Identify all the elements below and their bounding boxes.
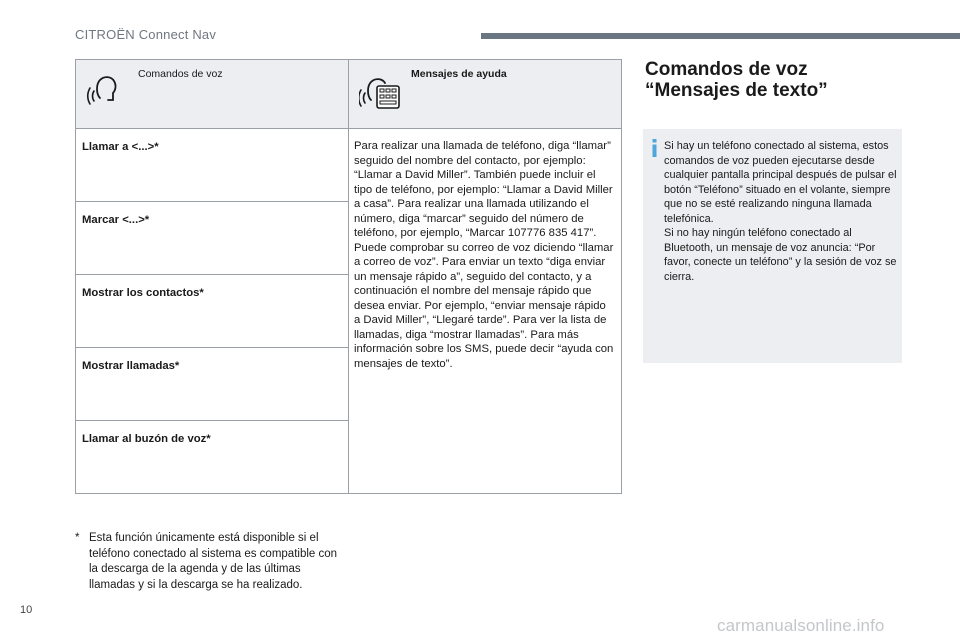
footnote [75,531,345,593]
table-header-row [76,60,622,129]
col2-header-label: Mensajes de ayuda [411,68,507,80]
help-message-text: Para realizar una llamada de teléfono, diga “llamar” seguido del nombre del contacto, por ejemplo: “Llamar a David Miller”. También puede incluir el tipo de teléfono, por ejemplo: “Llamar a David Miller a casa”. Para realizar una llamada utilizando el número, diga “marcar” seguido del número de teléfono, por ejemplo, “Marcar 107776 835 417”. Puede comprobar su correo de voz diciendo “llamar a correo de voz”. Para enviar un texto “diga enviar un mensaje rápido a”, seguido del contacto, y a continuación el nombre del mensaje rápido que desea enviar. Por ejemplo, “enviar mensaje rápido a David Miller”, “Llegaré tarde”. Para ver la lista de llamadas, diga “mostrar llamadas”. Para más información sobre los SMS, puede decir “ayuda con mensajes de texto”. [349,129,622,494]
table-row [76,129,622,202]
command-call: Llamar a <...>* [76,129,349,202]
table-header-help [349,60,622,129]
info-icon [651,139,659,157]
header-bar [481,33,960,39]
info-text [664,139,898,284]
section-title-line2: “Mensajes de texto” [645,80,828,101]
watermark: carmanualsonline.info [717,616,885,635]
table-header-commands [76,60,349,129]
section-title-line1: Comandos de voz [645,59,808,80]
document-header-title: CITROËN Connect Nav [75,27,217,42]
page-number: 10 [20,604,33,616]
voice-commands-table [75,59,622,494]
command-call-voicemail: Llamar al buzón de voz* [76,421,349,494]
info-paragraph-1: Si hay un teléfono conectado al sistema, estos comandos de voz pueden ejecutarse desde cualquier pantalla principal después de pulsar el botón “Teléfono” situado en el volante, siempre que no se esté realizando ninguna llamada telefónica. [664,140,897,225]
col1-header-label: Comandos de voz [138,68,223,80]
command-show-calls: Mostrar llamadas* [76,348,349,421]
footnote-text: Esta función únicamente está disponible si el teléfono conectado al sistema es compatible con la descarga de la agenda y de las últimas llamadas y si la descarga se ha realizado. [89,532,338,591]
voice-command-icon [86,72,120,108]
voice-help-icon [359,72,403,112]
section-title [645,59,915,101]
command-show-contacts: Mostrar los contactos* [76,275,349,348]
command-dial: Marcar <...>* [76,202,349,275]
info-paragraph-2: Si no hay ningún teléfono conectado al Bluetooth, un mensaje de voz anuncia: “Por favor, conecte un teléfono” y la sesión de voz se cierra. [664,227,897,283]
footnote-mark: * [75,532,80,544]
info-box [643,129,902,363]
